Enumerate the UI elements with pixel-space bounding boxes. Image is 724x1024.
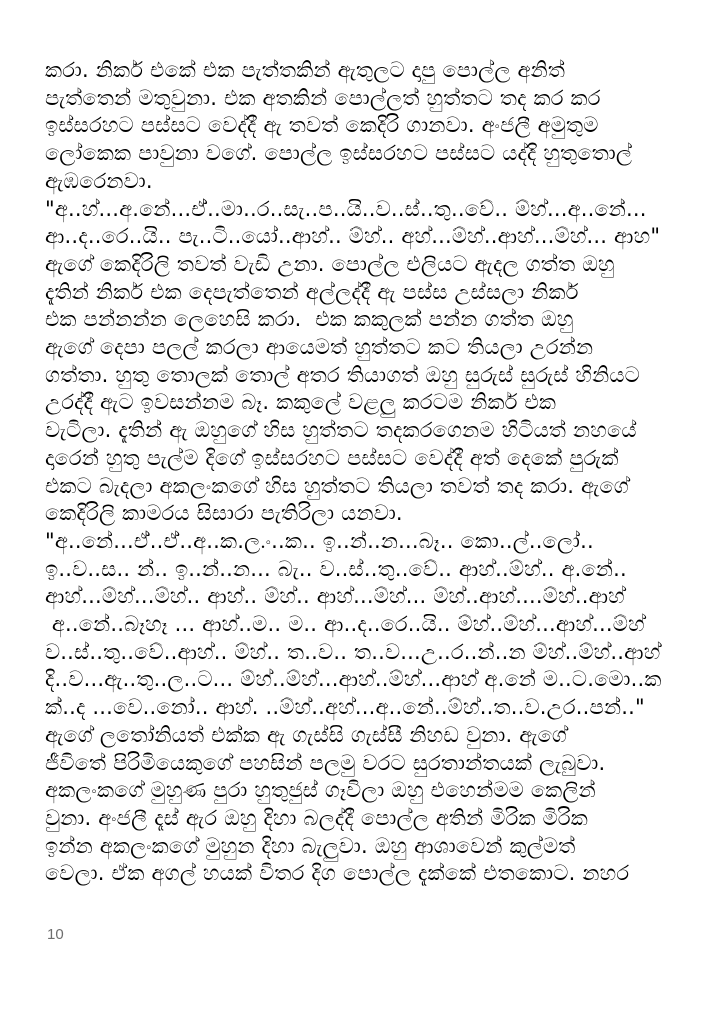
text-line: ආහ්...ම්හ්...ම්හ්.. ආහ්.. ම්හ්.. ආහ්...ම්හ්... ම්හ්..ආහ්....ම්හ්..ආහ් (45, 584, 625, 609)
text-line: "අ..නේ...ඒ්..ඒ්..අ..ක.ල.ං..ක.. ඉ..න්..න...බෑ.. කො..ල්..ලෝ.. (45, 528, 594, 553)
text-line: වැටිලා. දැතින් ඇ ඔහුගේ හිස හුත්තට තදකරගෙනම හිටියත් නහයේ (45, 418, 637, 443)
body-text (45, 57, 695, 888)
text-line: ඇගේ දෙපා පලල් කරලා ආයෙමත් හුත්තට කට තියලා උරන්න (45, 335, 594, 360)
text-line: ඇඹරෙනවා. (45, 168, 153, 193)
text-line: පැත්තෙන් මතුවුනා. එක අතකින් පොල්ලත් හුත්තට තද කර කර (45, 85, 601, 110)
text-line: අකලංකගේ මුහුණ පුරා හුතුජුස් ගෑවිලා ඔහු එහෙන්මම කෙලින් (45, 778, 596, 803)
text-line: වුනා. අංජලී දෑස් ඇර ඔහු දිහා බලද්දී පොල්ල අතින් මිරික මිරික (45, 805, 589, 830)
text-line: එකට බැදලා අකලංකගේ හිස හුත්තට තියලා තවත් තද කරා. ඇගේ (45, 473, 629, 498)
text-line: ලෝකෙක පාවුනා වගේ. පොල්ල ඉස්සරහට පස්සට යද්දි හුතුතොල් (45, 141, 633, 166)
text-line: උරද්දී ඇට ඉවසන්නම බෑ. කකුලේ වළලු කරටම නිකර් එක (45, 390, 557, 415)
page-number: 10 (47, 926, 64, 943)
text-line: ආ..ද..රෙ..යි.. පැ..ටි..යෝ..ආහ්.. ම්හ්.. අහ්...ම්හ්..ආහ්...ම්හ්... ආහ" (45, 224, 661, 249)
text-line: ගත්තා. හුතු තොලක් තොල් අතර තියාගත් ඔහු සුරුස් සුරුස් හිනියට (45, 362, 640, 387)
text-line: ඉ..ව..ස.. න්.. ඉ..න්..න... බැ.. ව..ස්..තු..වේ.. ආහ්..ම්හ්.. අ.නේ.. (45, 556, 627, 581)
text-line: ක්..ද ...වෙ..නෝ.. ආහ්. ..ම්හ්..අහ්...අ..නේ..ම්හ්..ත..ව.උර..පන්.." (45, 695, 645, 720)
text-line: ඉන්න අකලංකගේ මුහුන දිහා බැලුවා. ඔහු ආශාවෙන් කුල්මත් (45, 833, 576, 858)
text-line: දැතින් නිකර් එක දෙපැත්තෙන් අල්ලද්දී ඇ පස්ස උස්සලා නිකර් (45, 279, 579, 304)
text-line: කෙදිරිලි කාමරය සිසාරා පැතිරිලා යනවා. (45, 501, 403, 526)
text-line: ව..ස්..තු..වේ..ආහ්.. ම්හ්.. ත..ව.. ත..ව...උ..ර..න්..න ම්හ්..ම්හ්..ආහ් (45, 639, 661, 664)
text-line: දි..ව...ඇ..තු..ල..ට... ම්හ්..ම්හ්...ආහ්..ම්හ්...ආහ් අ.නේ ම..ට.මො..ක (45, 667, 662, 692)
text-line: ඉස්සරහට පස්සට වෙද්දී ඇ තවත් කෙදිරි ගානවා. අංජලී අමුතුම (45, 113, 599, 138)
text-line: කරා. නිකර් එකේ එක පැත්තකින් ඇතුලට දාපු පොල්ල අනිත් (45, 58, 566, 82)
text-line: ඇගේ කෙදිරිලි තවත් වැඩි උනා. පොල්ල එලියට ඇදල ගත්ත ඔහු (45, 251, 615, 276)
text-line: වෙලා. ඒක අගල් හයක් විතර දිග පොල්ල දැක්කේ එතකොට. නහර (45, 861, 630, 886)
text-line: අ..නේ..බෑහෑ ... ආහ්..ම.. ම.. ආ..ද..රෙ..යි.. ම්හ්..ම්හ්...ආහ්...ම්හ් (45, 612, 645, 637)
text-line: එක පන්නන්න ලෙහෙසි කරා. එක කකුලක් පන්න ගත්ත ඔහු (45, 307, 574, 332)
text-line: දාරෙන් හුතු පැල්ම දිගේ ඉස්සරහට පස්සට වෙද්දී අත් දෙකේ පුරුක් (45, 445, 619, 470)
text-line: ජීවිතේ පිරිමියෙකුගේ පහසින් පලමු වරට සුරතාන්තයක් ලැබුවා. (45, 750, 606, 775)
text-line: "අ..හ්...අ.නේ...ඒ්..මා..ර..සැ..ප..යි..ව..ස්..තු..වේ.. ම්හ්...අ..නේ... (45, 196, 647, 221)
text-line: ඇගේ ලතෝනියත් එක්ක ඇ ගැස්සි ගැස්සී නිහඩ වුනා. ඇගේ (45, 722, 568, 747)
